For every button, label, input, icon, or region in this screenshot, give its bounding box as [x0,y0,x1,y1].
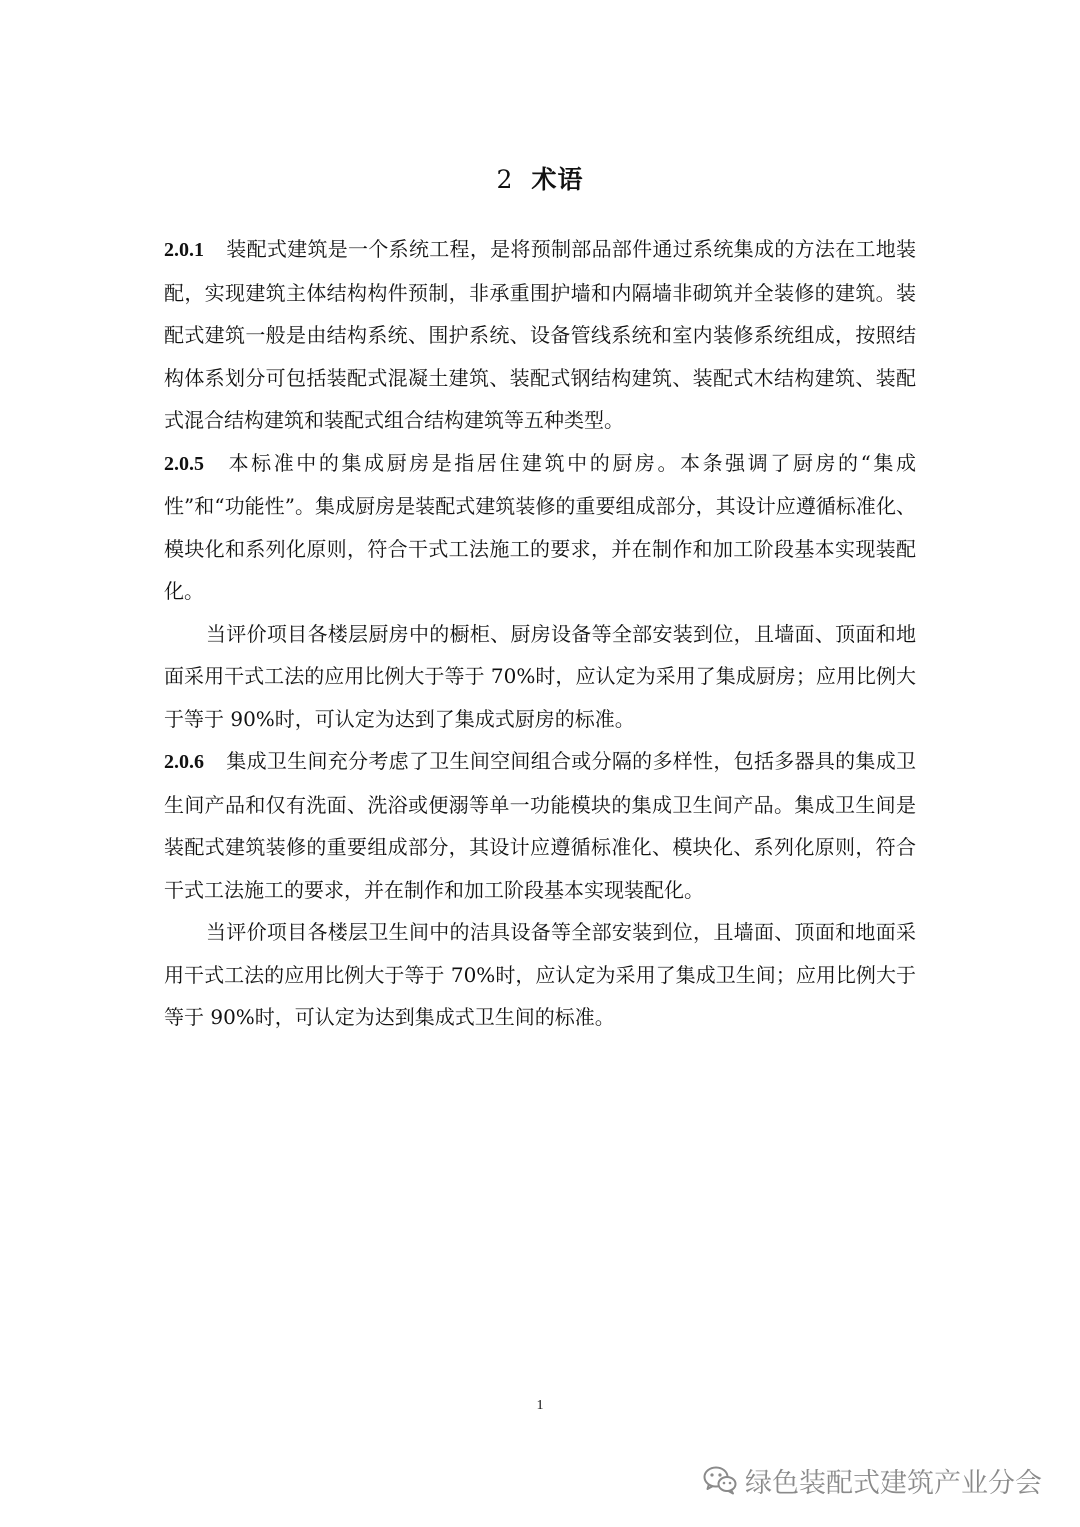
chapter-number: 2 [496,165,514,194]
clause-number: 2.0.5 [164,452,204,475]
clause-2-0-1 [164,228,916,442]
clause-text: 本标准中的集成厨房是指居住建筑中的厨房。本条强调了厨房的“集成性”和“功能性”。集成厨房是装配式建筑装修的重要组成部分，其设计应遵循标准化、模块化和系列化原则，符合干式工法施工的要求，并在制作和加工阶段基本实现装配化。 [164,450,916,603]
clause-text: 装配式建筑是一个系统工程，是将预制部品部件通过系统集成的方法在工地装配，实现建筑主体结构构件预制，非承重围护墙和内隔墙非砌筑并全装修的建筑。装配式建筑一般是由结构系统、围护系统、设备管线系统和室内装修系统组成，按照结构体系划分可包括装配式混凝土建筑、装配式钢结构建筑、装配式木结构建筑、装配式混合结构建筑和装配式组合结构建筑等五种类型。 [164,237,916,432]
chapter-title: 术语 [531,165,584,194]
page-number: 1 [536,1398,544,1413]
document-body [164,228,916,1039]
clause-number: 2.0.6 [164,751,204,773]
watermark-text: 绿色装配式建筑产业分会 [745,1467,1042,1499]
chapter-heading [0,160,1080,196]
clause-number: 2.0.1 [164,239,204,261]
clause-2-0-6-explanation: 当评价项目各楼层卫生间中的洁具设备等全部安装到位，且墙面、顶面和地面采用干式工法的应用比例大于等于 70%时，应认定为采用了集成卫生间；应用比例大于等于 90%时，可认定为达到集成式卫生间的标准。 [164,920,916,1029]
wechat-icon [703,1465,737,1495]
watermark [703,1458,1042,1502]
clause-text: 集成卫生间充分考虑了卫生间空间组合或分隔的多样性，包括多器具的集成卫生间产品和仅有洗面、洗浴或便溺等单一功能模块的集成卫生间产品。集成卫生间是装配式建筑装修的重要组成部分，其设计应遵循标准化、模块化、系列化原则，符合干式工法施工的要求，并在制作和加工阶段基本实现装配化。 [164,749,916,902]
clause-2-0-6 [164,740,916,911]
clause-2-0-5 [164,442,916,613]
clause-2-0-5-explanation: 当评价项目各楼层厨房中的橱柜、厨房设备等全部安装到位，且墙面、顶面和地面采用干式工法的应用比例大于等于 70%时，应认定为采用了集成厨房；应用比例大于等于 90%时，可认定为达到了集成式厨房的标准。 [164,621,916,731]
